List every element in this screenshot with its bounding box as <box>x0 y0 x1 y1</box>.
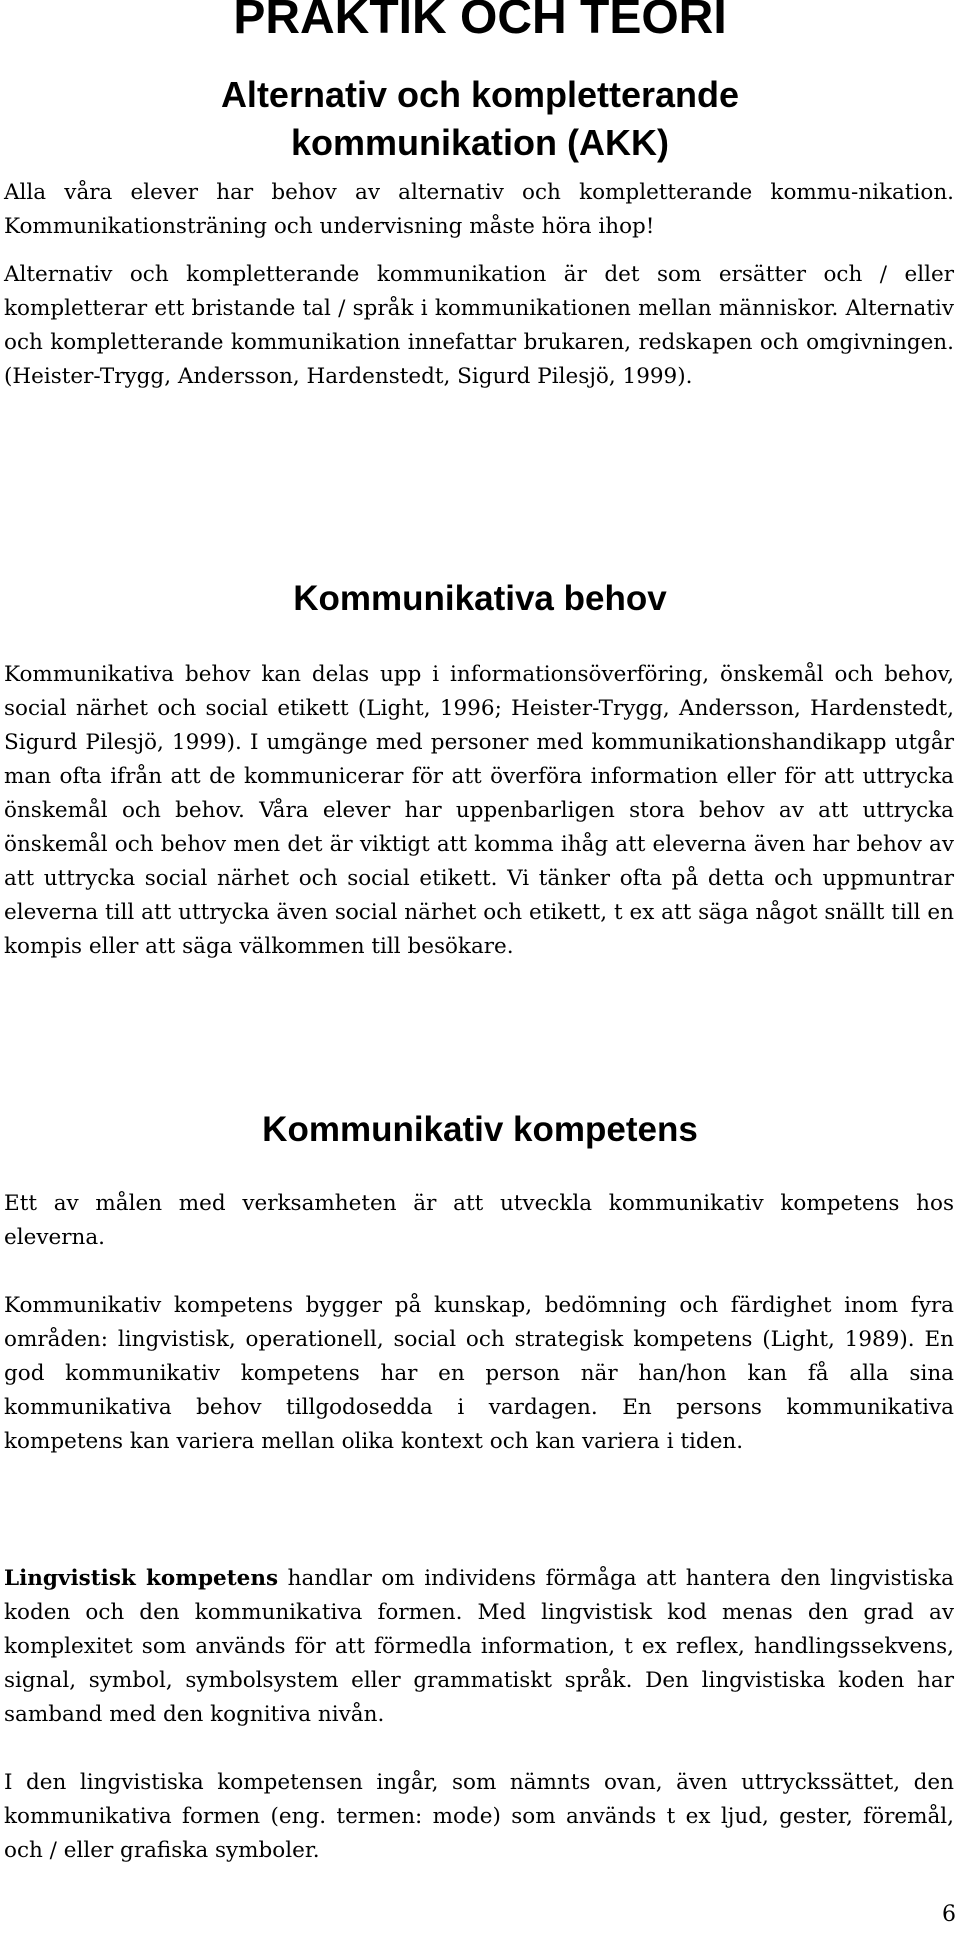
akk-paragraph-1: Alla våra elever har behov av alternativ och kompletterande kommu-nikation. Kommunikationsträning och undervisning måste höra ihop! <box>4 180 954 239</box>
lingvistisk-kompetens-term: Lingvistisk kompetens <box>4 1566 279 1591</box>
section-heading-behov: Kommunikativa behov <box>293 579 667 618</box>
behov-paragraph-1: Kommunikativa behov kan delas upp i informationsöverföring, önskemål och behov, social närhet och social etikett (Light, 1996; Heister-Trygg, Andersson, Hardenstedt, Sigurd Pilesjö, 1999). I umgänge med personer med kommunikationshandikapp utgår man ofta ifrån att de kommunicerar för att överföra information eller för att uttrycka önskemål och behov. Våra elever har uppenbarligen stora behov av att uttrycka önskemål och behov men det är viktigt att komma ihåg att eleverna även har behov av att uttrycka social närhet och social etikett. Vi tänker ofta på detta och uppmuntrar eleverna till att uttrycka även social närhet och etikett, t ex att säga något snällt till en kompis eller att säga välkommen till besökare. <box>4 662 954 959</box>
kompetens-paragraph-2: Kommunikativ kompetens bygger på kunskap, bedömning och färdighet inom fyra områden: lingvistisk, operationell, social och strategisk kompetens (Light, 1989). En god kommunikativ kompetens har en person när han/hon kan få alla sina kommunikativa behov tillgodosedda i vardagen. En persons kommunikativa kompetens kan variera mellan olika kontext och kan variera i tiden. <box>4 1293 954 1454</box>
kompetens-paragraph-3 <box>4 1562 954 1732</box>
kompetens-paragraph-4: I den lingvistiska kompetensen ingår, som nämnts ovan, även uttryckssättet, den kommunikativa formen (eng. termen: mode) som används t ex ljud, gester, föremål, och / eller grafiska symboler. <box>4 1770 954 1863</box>
section-heading-kompetens: Kommunikativ kompetens <box>262 1110 698 1149</box>
akk-paragraph-2: Alternativ och kompletterande kommunikation är det som ersätter och / eller kompletterar ett bristande tal / språk i kommunikationen mellan människor. Alternativ och kompletterande kommunikation innefattar brukaren, redskapen och omgivningen. (Heister-Trygg, Andersson, Hardenstedt, Sigurd Pilesjö, 1999). <box>4 262 954 389</box>
section-heading-akk: Alternativ och kompletterande kommunikation (AKK) <box>220 74 740 163</box>
kompetens-paragraph-3-text: handlar om individens förmåga att hantera den lingvistiska koden och den kommunikativa formen. Med lingvistisk kod menas den grad av komplexitet som används för att förmedla information, t ex reflex, handlingssekvens, signal, symbol, symbolsystem eller grammatiskt språk. Den lingvistiska koden har samband med den kognitiva nivån. <box>4 1566 954 1727</box>
page-title: PRAKTIK OCH TEORI <box>233 0 727 44</box>
page-number: 6 <box>942 1902 956 1927</box>
kompetens-paragraph-1: Ett av målen med verksamheten är att utveckla kommunikativ kompetens hos eleverna. <box>4 1191 954 1250</box>
